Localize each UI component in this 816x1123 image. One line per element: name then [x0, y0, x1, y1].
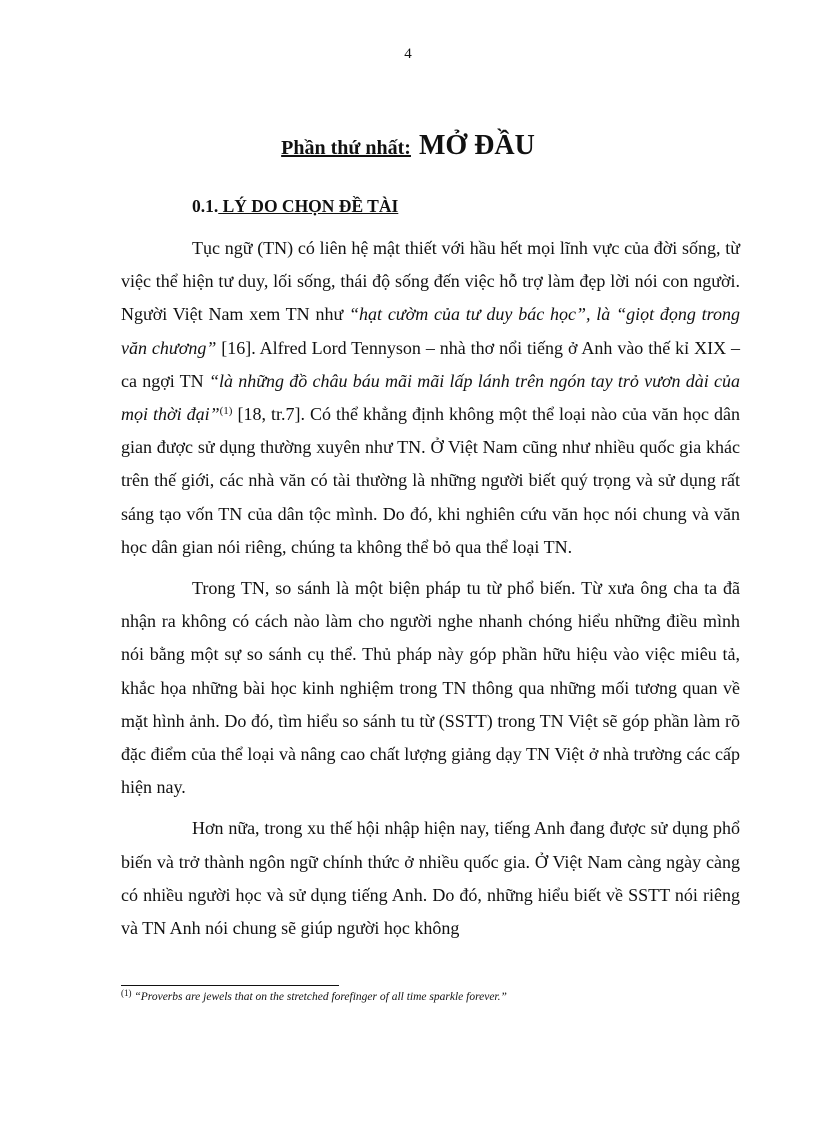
chapter-title	[0, 130, 816, 162]
paragraph-1	[121, 232, 740, 564]
section-heading-text: LÝ DO CHỌN ĐỀ TÀI	[218, 196, 399, 216]
p1-text-c: [16]. Alfred Lord Tennyson – nhà thơ nổi tiếng ở Anh vào thế kỉ XIX – ca ngợi TN	[121, 337, 740, 391]
p1-text-e: [18, tr.7]. Có thể khẳng định không một thể loại nào của văn học dân gian được sử dụng thường xuyên như TN. Ở Việt Nam cũng như nhiều quốc gia khác trên thế giới, các nhà văn có tài thường là những người biết quý trọng và sử dụng rất sáng tạo vốn TN của dân tộc mình. Do đó, khi nghiên cứu văn học nói chung và văn học dân gian nói riêng, chúng ta không thể bỏ qua thể loại TN.	[121, 404, 740, 557]
chapter-title-lead: Phần thứ nhất:	[281, 137, 411, 159]
section-number: 0.1.	[192, 196, 219, 216]
paragraph-3: Hơn nữa, trong xu thế hội nhập hiện nay, tiếng Anh đang được sử dụng phổ biến và trở thành ngôn ngữ chính thức ở nhiều quốc gia. Ở Việt Nam càng ngày càng có nhiều người học và sử dụng tiếng Anh. Do đó, những hiểu biết về SSTT nói riêng và TN Anh nói chung sẽ giúp người học không	[121, 818, 740, 939]
page-number: 4	[404, 46, 412, 62]
footnote-marker: (1)	[121, 988, 132, 998]
p1-quote-2: “là những đồ châu báu mãi mãi lấp lánh trên ngón tay trỏ vươn dài của mọi thời đại”	[121, 370, 740, 425]
chapter-title-main: MỞ ĐẦU	[418, 130, 535, 161]
body-text	[121, 232, 740, 953]
p1-text-a: Tục ngữ (TN) có liên hệ mật thiết với hầu hết mọi lĩnh vực của đời sống, từ việc thể hiện tư duy, lối sống, thái độ sống đến việc hỗ trợ làm đẹp lời nói con người. Người Việt Nam xem TN như	[121, 238, 740, 325]
footnote-text: “Proverbs are jewels that on the stretched forefinger of all time sparkle forever.”	[131, 991, 507, 1003]
footnote-ref: (1)	[219, 405, 233, 418]
p1-quote-1: “hạt cườm của tư duy bác học”, là “giọt đọng trong văn chương”	[121, 304, 740, 358]
footnote-divider	[121, 985, 339, 986]
footnote	[121, 988, 740, 1003]
section-heading	[192, 196, 398, 217]
paragraph-2: Trong TN, so sánh là một biện pháp tu từ phổ biến. Từ xưa ông cha ta đã nhận ra không có cách nào làm cho người nghe nhanh chóng hiểu những điều mình nói bằng một sự so sánh cụ thể. Thủ pháp này góp phần hữu hiệu vào việc miêu tả, khắc họa những bài học kinh nghiệm trong TN thông qua những mối tương quan về mặt hình ảnh. Do đó, tìm hiểu so sánh tu từ (SSTT) trong TN Việt sẽ góp phần làm rõ đặc điểm của thể loại và nâng cao chất lượng giảng dạy TN Việt ở nhà trường các cấp hiện nay.	[121, 578, 740, 798]
